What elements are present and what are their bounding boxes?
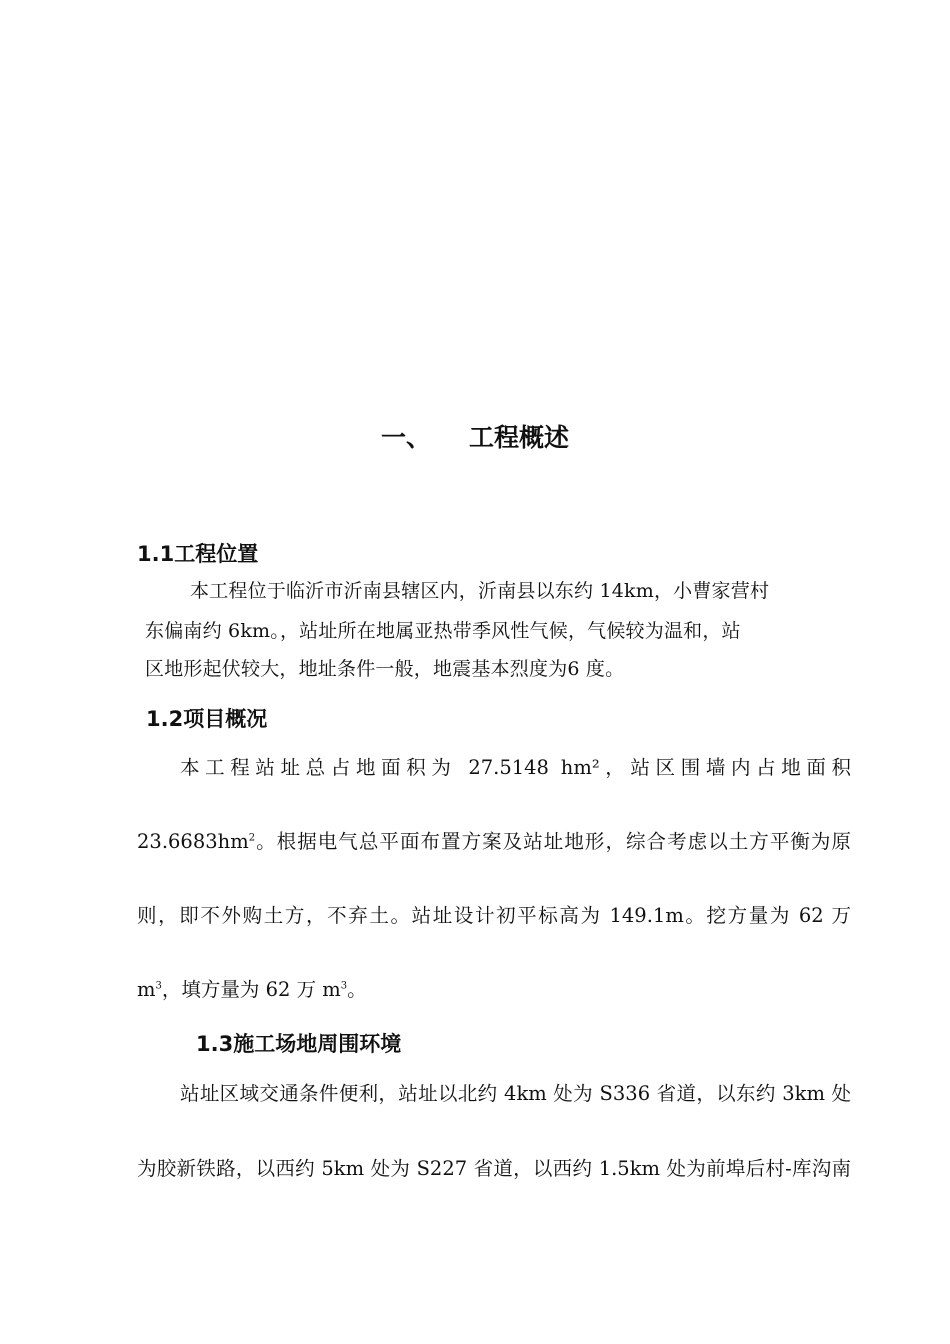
paragraph-line: 区地形起伏较大，地址条件一般，地震基本烈度为6 度。 xyxy=(145,658,625,680)
text-run: ，填方量为 62 万 m xyxy=(161,978,341,1001)
chapter-title-text: 工程概述 xyxy=(469,423,570,452)
paragraph-line: 本工程位于临沂市沂南县辖区内，沂南县以东约 14km，小曹家营村 xyxy=(190,580,770,602)
section-heading-1-1: 1.1工程位置 xyxy=(137,542,259,566)
paragraph-line xyxy=(137,826,851,854)
chapter-number: 一、 xyxy=(380,423,431,452)
superscript: 3 xyxy=(340,980,348,992)
text-run: 。 xyxy=(347,978,367,1001)
section-heading-1-3: 1.3施工场地周围环境 xyxy=(196,1032,402,1056)
text-run: 23.6683hm xyxy=(137,830,249,853)
paragraph-line: 站址区域交通条件便利，站址以北约 4km 处为 S336 省道，以东约 3km 处 xyxy=(180,1082,851,1105)
superscript: 3 xyxy=(155,980,162,992)
superscript: 2 xyxy=(248,832,256,844)
section-heading-1-2: 1.2项目概况 xyxy=(146,707,268,731)
text-run: 。根据电气总平面布置方案及站址地形，综合考虑以土方平衡为原 xyxy=(255,830,851,853)
paragraph-line: 为胶新铁路，以西约 5km 处为 S227 省道，以西约 1.5km 处为前埠后村-库沟南 xyxy=(137,1157,851,1180)
chapter-title xyxy=(0,418,950,454)
paragraph-line: 东偏南约 6km。，站址所在地属亚热带季风性气候，气候较为温和，站 xyxy=(145,620,741,642)
paragraph-line xyxy=(137,974,367,1002)
paragraph-line: 本工程站址总占地面积为 27.5148 hm²，站区围墙内占地面积 xyxy=(180,756,851,779)
text-run: m xyxy=(137,978,156,1001)
paragraph-line: 则，即不外购土方，不弃土。站址设计初平标高为 149.1m。挖方量为 62 万 xyxy=(137,904,851,927)
